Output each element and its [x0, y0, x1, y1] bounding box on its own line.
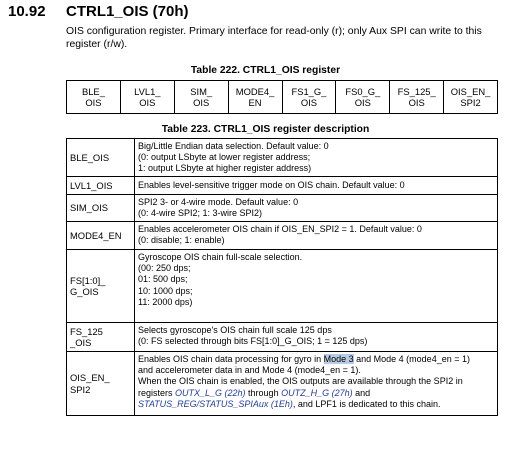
bit-cell-ble-ois [67, 81, 121, 114]
intro-paragraph [66, 25, 516, 51]
bit-cell-ois-en-spi2 [444, 81, 498, 114]
bit-label: OIS [85, 97, 102, 108]
bit-label: BLE_ [81, 86, 105, 97]
description-line: and accelerometer data in and Mode 4 (mode4_en = 1). [138, 365, 361, 376]
description-line [138, 354, 494, 365]
table-row [67, 139, 498, 177]
bit-cell-sim-ois [174, 81, 228, 114]
table-row [67, 195, 498, 222]
register-link-outx-l-g[interactable]: OUTX_L_G (22h) [175, 387, 246, 398]
description-line [138, 388, 494, 399]
field-name-fs-125-ois [67, 323, 135, 352]
field-name: FS_125 [70, 325, 103, 337]
section-title: CTRL1_OIS (70h) [66, 3, 189, 20]
bit-label: EN [248, 97, 262, 108]
field-name: SIM_OIS [70, 202, 109, 214]
section-number: 10.92 [8, 3, 46, 20]
section-heading [8, 3, 189, 20]
description-line: (00: 250 dps; [138, 263, 191, 274]
bit-label: SIM_ [190, 86, 213, 97]
field-name: OIS_EN_ [70, 372, 110, 384]
field-description [135, 177, 498, 195]
table-row [67, 250, 498, 323]
bit-label: SPI2 [460, 97, 481, 108]
field-description [135, 139, 498, 177]
description-line: (0: 4-wire SPI2; 1: 3-wire SPI2) [138, 208, 263, 219]
bit-label: FS1_G_ [291, 86, 327, 97]
field-name-lvl1-ois [67, 177, 135, 195]
register-bit-table [66, 80, 498, 114]
description-text: , and LPF1 is dedicated to this chain. [292, 398, 441, 409]
register-description-table [66, 138, 498, 416]
description-line: Enables accelerometer OIS chain if OIS_EN_SPI2 = 1. Default value: 0 [138, 224, 422, 234]
table-222-caption: Table 222. CTRL1_OIS register [190, 65, 341, 76]
bit-label: OIS [193, 97, 210, 108]
table-row [67, 222, 498, 250]
description-line: (0: FS selected through bits FS[1:0]_G_OIS; 1 = 125 dps) [138, 336, 368, 347]
bit-label: LVL1_ [134, 86, 161, 97]
field-name-sim-ois [67, 195, 135, 222]
description-text: Enables OIS chain data processing for gyro in [138, 354, 324, 364]
description-line: Gyroscope OIS chain full-scale selection. [138, 252, 303, 262]
description-line: (0: disable; 1: enable) [138, 235, 225, 246]
table-223-caption: Table 223. CTRL1_OIS register description [161, 124, 370, 135]
description-line: 11: 2000 dps) [138, 296, 193, 307]
bit-label: OIS [354, 97, 371, 108]
description-text: and [352, 387, 371, 398]
description-line: Enables level-sensitive trigger mode on OIS chain. Default value: 0 [138, 179, 405, 190]
bit-label: OIS [408, 97, 425, 108]
field-name: LVL1_OIS [70, 179, 113, 191]
bit-label: OIS_EN_ [450, 86, 491, 97]
bit-cell-lvl1-ois [120, 81, 174, 114]
bit-label: OIS [139, 97, 156, 108]
field-description [135, 222, 498, 250]
bit-label: FS_125_ [397, 86, 436, 97]
register-link-status-reg[interactable]: STATUS_REG/STATUS_SPIAux (1Eh) [138, 398, 293, 409]
description-text: registers [138, 387, 176, 398]
intro-line: OIS configuration register. Primary interface for read-only (r); only Aux SPI can write to this [66, 26, 482, 37]
field-name: BLE_OIS [70, 151, 110, 163]
bit-cell-fs0-g-ois [336, 81, 390, 114]
field-description [135, 323, 498, 352]
field-name: _OIS [70, 337, 92, 348]
field-name-fs-g-ois [67, 250, 135, 323]
description-line: 10: 1000 dps; [138, 285, 193, 296]
bit-cell-fs-125-ois [390, 81, 444, 114]
table-row [67, 177, 498, 195]
register-link-outz-h-g[interactable]: OUTZ_H_G (27h) [281, 387, 353, 398]
description-line: Selects gyroscope's OIS chain full scale 125 dps [138, 325, 332, 335]
field-name: SPI2 [70, 383, 91, 395]
field-description [135, 250, 498, 323]
bit-label: FS0_G_ [345, 86, 381, 97]
description-line: 1: output LSbyte at higher register address) [138, 163, 312, 174]
field-description [135, 195, 498, 222]
description-text: through [245, 387, 282, 398]
description-text: and Mode 4 (mode4_en = 1) [353, 354, 470, 364]
description-line: Big/Little Endian data selection. Default value: 0 [138, 141, 329, 151]
field-description [135, 352, 498, 416]
bit-label: OIS [300, 97, 318, 108]
description-line: SPI2 3- or 4-wire mode. Default value: 0 [138, 197, 299, 207]
table-row [67, 323, 498, 352]
table-row [67, 81, 498, 114]
bit-label: MODE4_ [235, 86, 275, 97]
field-name-mode4-en [67, 222, 135, 250]
field-name-ois-en-spi2 [67, 352, 135, 416]
field-name: MODE4_EN [70, 229, 122, 241]
intro-line: register (r/w). [66, 39, 128, 50]
bit-cell-mode4-en [228, 81, 282, 114]
bit-cell-fs1-g-ois [282, 81, 336, 114]
description-line: (0: output LSbyte at lower register address; [138, 152, 311, 163]
description-line: When the OIS chain is enabled, the OIS outputs are available through the SPI2 in [138, 376, 463, 387]
table-row [67, 352, 498, 416]
highlighted-text: Mode 3 [323, 354, 354, 364]
description-line: 01: 500 dps; [138, 274, 188, 285]
field-name: G_OIS [70, 286, 99, 297]
field-name: FS[1:0]_ [70, 274, 106, 286]
field-name-ble-ois [67, 139, 135, 177]
description-line [138, 399, 494, 410]
